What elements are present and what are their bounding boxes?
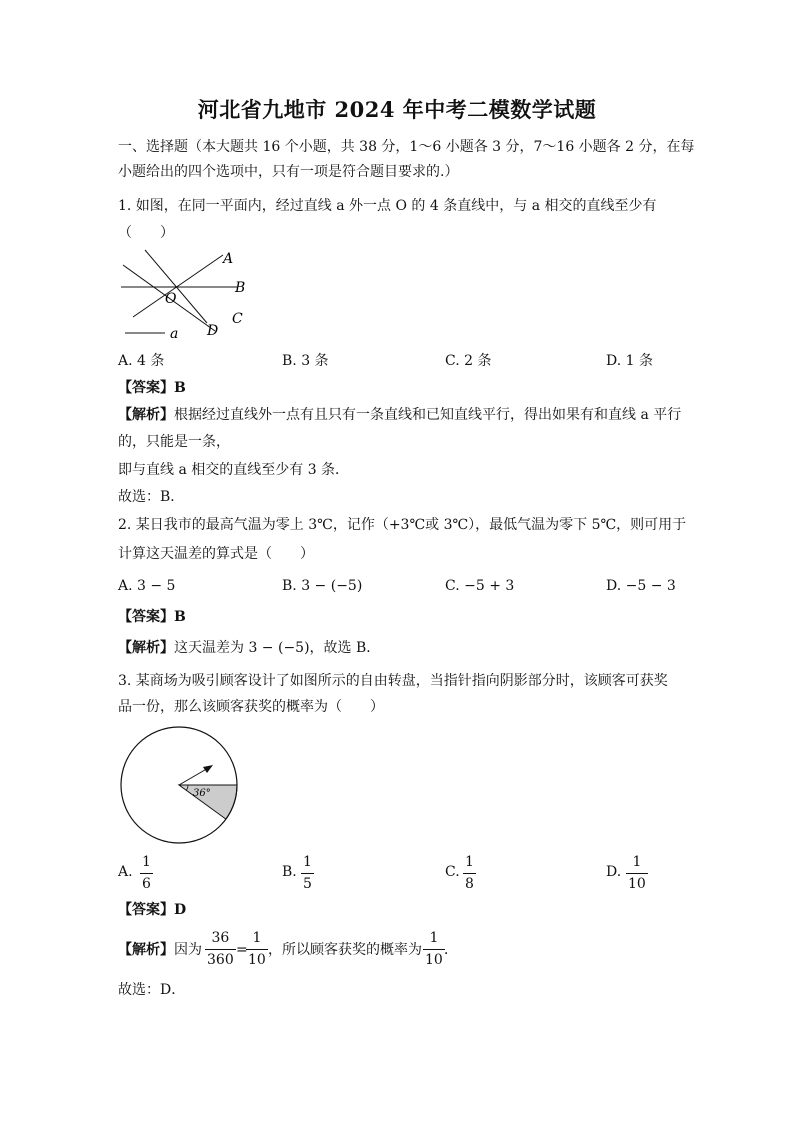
numerator: 1 [632,854,642,870]
q2-stem-line2: 计算这天温差的算式是（ ） [118,546,314,562]
q1-conclusion: 故选：B． [118,489,185,505]
q3-option-a-fraction [140,854,153,893]
section-intro-line1: 一、选择题（本大题共 16 个小题，共 38 分，1～6 小题各 3 分，7～16 小题各 2 分，在每 [118,139,695,155]
denominator: 10 [628,876,646,892]
label-A: A [223,251,234,267]
q3-analysis-fraction-1 [205,930,236,969]
q3-spinner-figure [118,724,242,848]
q2-stem-line1: 2. 某日我市的最高气温为零上 3℃，记作（+3℃或 3℃），最低气温为零下 5℃，则可用于 [118,517,687,533]
q1-option-c: C. 2 条 [445,353,492,369]
q2-analysis [118,638,380,658]
label-O: O [165,291,177,307]
q1-option-b: B. 3 条 [282,353,329,369]
q3-option-c-fraction [463,854,476,893]
denominator: 10 [425,952,443,968]
q1-analysis-line3: 即与直线 a 相交的直线至少有 3 条． [118,462,350,478]
q1-option-a: A. 4 条 [118,353,165,369]
numerator: 36 [211,930,230,946]
q3-option-d-label: D. [606,864,622,880]
q3-conclusion: 故选：D． [118,982,186,998]
q1-stem-line2: （ ） [118,225,174,241]
q3-analysis-fraction-2 [246,930,268,969]
numerator: 1 [142,854,151,870]
denominator: 360 [207,952,234,968]
analysis-text: 这天温差为 3 − (−5)，故选 B． [174,640,381,656]
q1-analysis-line2: 的，只能是一条， [118,434,230,450]
label-a: a [170,326,179,342]
q2-answer: 【答案】B [118,609,186,625]
q3-answer: 【答案】D [118,902,187,918]
q1-answer: 【答案】B [118,380,186,396]
q2-option-a: A. 3 − 5 [118,578,176,594]
denominator: 5 [303,876,312,892]
angle-label: 36° [193,788,211,799]
denominator: 10 [248,952,266,968]
q1-figure [115,245,255,345]
line-OA [133,255,223,317]
section-intro-line2: 小题给出的四个选项中，只有一项是符合题目要求的.） [118,164,459,180]
q3-option-b-fraction [301,854,314,893]
q3-option-b-label: B. [282,864,297,880]
q3-equals: = [236,942,248,958]
analysis-text: 根据经过直线外一点有且只有一条直线和已知直线平行，得出如果有和直线 a 平行 [174,407,682,423]
q3-stem-line2: 品一份，那么该顾客获奖的概率为（ ） [118,699,384,715]
q3-analysis-start [118,940,202,960]
label-C: C [232,311,243,327]
q3-stem-line1: 3. 某商场为吸引顾客设计了如图所示的自由转盘，当指针指向阴影部分时，该顾客可获奖 [118,673,668,689]
analysis-head: 【解析】 [118,640,174,656]
analysis-pre: 因为 [174,942,202,958]
numerator: 1 [303,854,312,870]
page-title: 河北省九地市 2024 年中考二模数学试题 [197,97,597,122]
analysis-head: 【解析】 [118,942,174,958]
label-D: D [207,323,219,339]
q3-analysis-fraction-3 [423,930,445,969]
numerator: 1 [465,854,474,870]
q1-option-d: D. 1 条 [606,353,653,369]
q2-option-c: C. −5 + 3 [445,578,515,594]
q3-analysis-mid: ，所以顾客获奖的概率为 [268,942,422,958]
denominator: 6 [142,876,151,892]
numerator: 1 [252,930,262,946]
numerator: 1 [429,930,439,946]
q3-option-c-label: C. [445,864,460,880]
denominator: 8 [465,876,474,892]
q3-analysis-end: ． [444,942,458,958]
q2-option-d: D. −5 − 3 [606,578,676,594]
q2-option-b: B. 3 − (−5) [282,578,363,594]
analysis-head: 【解析】 [118,407,174,423]
q3-option-a-label: A. [118,864,133,880]
q1-analysis-line1 [118,405,681,425]
label-B: B [235,280,246,296]
pointer-arrow-icon [203,765,213,773]
q3-option-d-fraction [626,854,648,893]
q1-stem-line1: 1. 如图，在同一平面内，经过直线 a 外一点 O 的 4 条直线中，与 a 相交的直线至少有 [118,198,657,214]
